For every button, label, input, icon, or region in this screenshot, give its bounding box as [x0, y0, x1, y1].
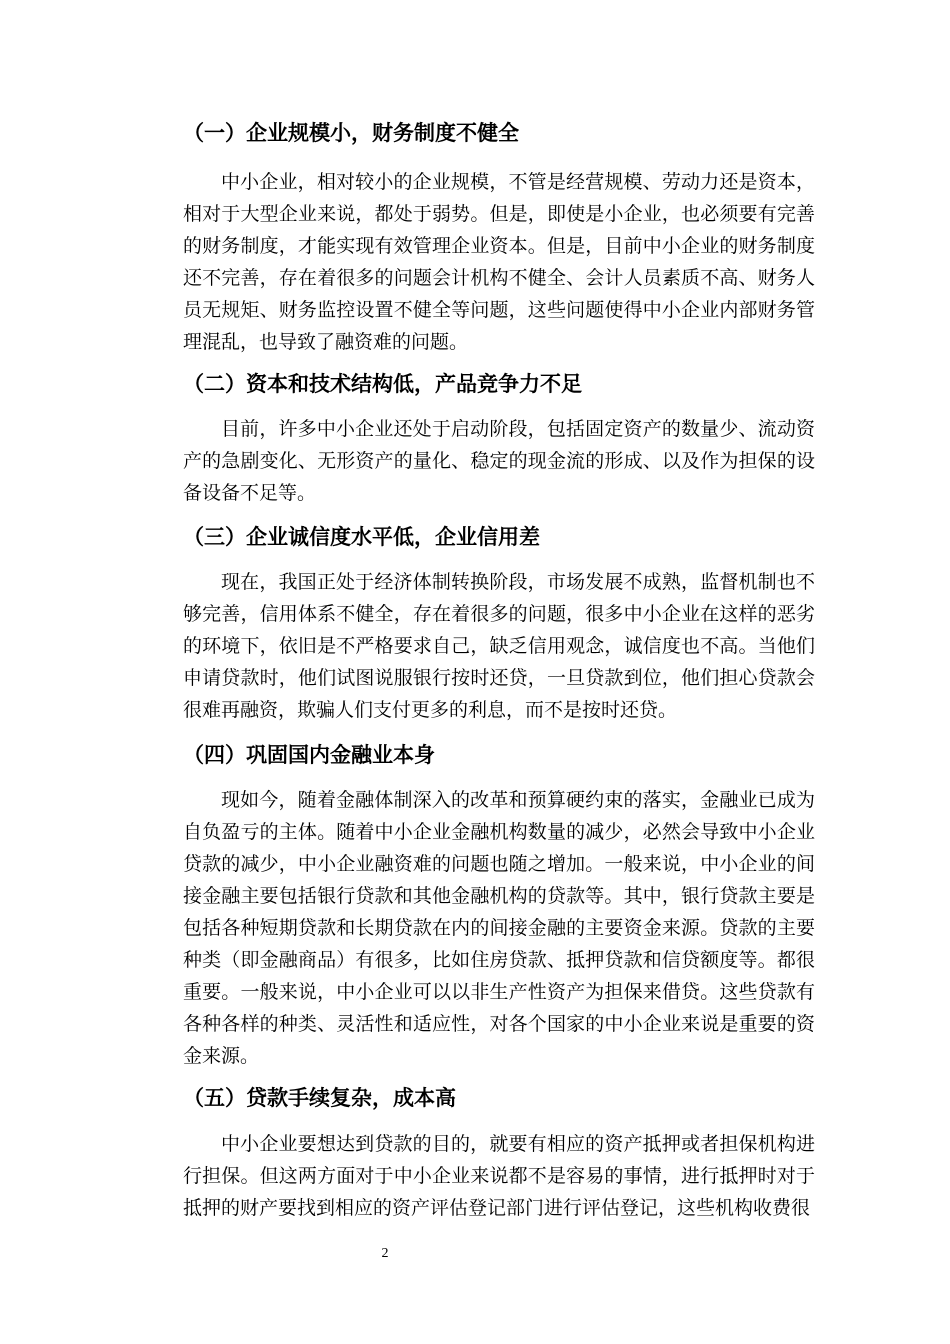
section-1-heading: （一）企业规模小，财务制度不健全 — [183, 121, 519, 145]
section-4-heading: （四）巩固国内金融业本身 — [183, 743, 435, 767]
section-5-heading: （五）贷款手续复杂，成本高 — [183, 1086, 456, 1110]
section-3-paragraph: 现在，我国正处于经济体制转换阶段，市场发展不成熟，监督机制也不够完善，信用体系不健全，存在着很多的问题，很多中小企业在这样的恶劣的环境下，依旧是不严格要求自己，缺乏信用观念，诚信度也不高。当他们申请贷款时，他们试图说服银行按时还贷，一旦贷款到位，他们担心贷款会很难再融资，欺骗人们支付更多的利息，而不是按时还贷。 — [183, 571, 815, 721]
section-1-paragraph: 中小企业，相对较小的企业规模，不管是经营规模、劳动力还是资本，相对于大型企业来说，都处于弱势。但是，即使是小企业，也必须要有完善的财务制度，才能实现有效管理企业资本。但是，目前中小企业的财务制度还不完善，存在着很多的问题会计机构不健全、会计人员素质不高、财务人员无规矩、财务监控设置不健全等问题，这些问题使得中小企业内部财务管理混乱，也导致了融资难的问题。 — [183, 171, 815, 353]
section-5-paragraph: 中小企业要想达到贷款的目的，就要有相应的资产抵押或者担保机构进行担保。但这两方面对于中小企业来说都不是容易的事情，进行抵押时对于抵押的财产要找到相应的资产评估登记部门进行评估登记，这些机构收费很 — [183, 1133, 815, 1219]
section-3-heading: （三）企业诚信度水平低，企业信用差 — [183, 525, 540, 549]
section-2-heading: （二）资本和技术结构低，产品竞争力不足 — [183, 372, 582, 396]
page-number: 2 — [381, 1246, 389, 1261]
section-2-paragraph: 目前，许多中小企业还处于启动阶段，包括固定资产的数量少、流动资产的急剧变化、无形资产的量化、稳定的现金流的形成、以及作为担保的设备设备不足等。 — [183, 418, 815, 504]
section-4-paragraph: 现如今，随着金融体制深入的改革和预算硬约束的落实，金融业已成为自负盈亏的主体。随着中小企业金融机构数量的减少，必然会导致中小企业贷款的减少，中小企业融资难的问题也随之增加。一般来说，中小企业的间接金融主要包括银行贷款和其他金融机构的贷款等。其中，银行贷款主要是包括各种短期贷款和长期贷款在内的间接金融的主要资金来源。贷款的主要种类（即金融商品）有很多，比如住房贷款、抵押贷款和信贷额度等。都很重要。一般来说，中小企业可以以非生产性资产为担保来借贷。这些贷款有各种各样的种类、灵活性和适应性，对各个国家的中小企业来说是重要的资金来源。 — [183, 789, 815, 1067]
